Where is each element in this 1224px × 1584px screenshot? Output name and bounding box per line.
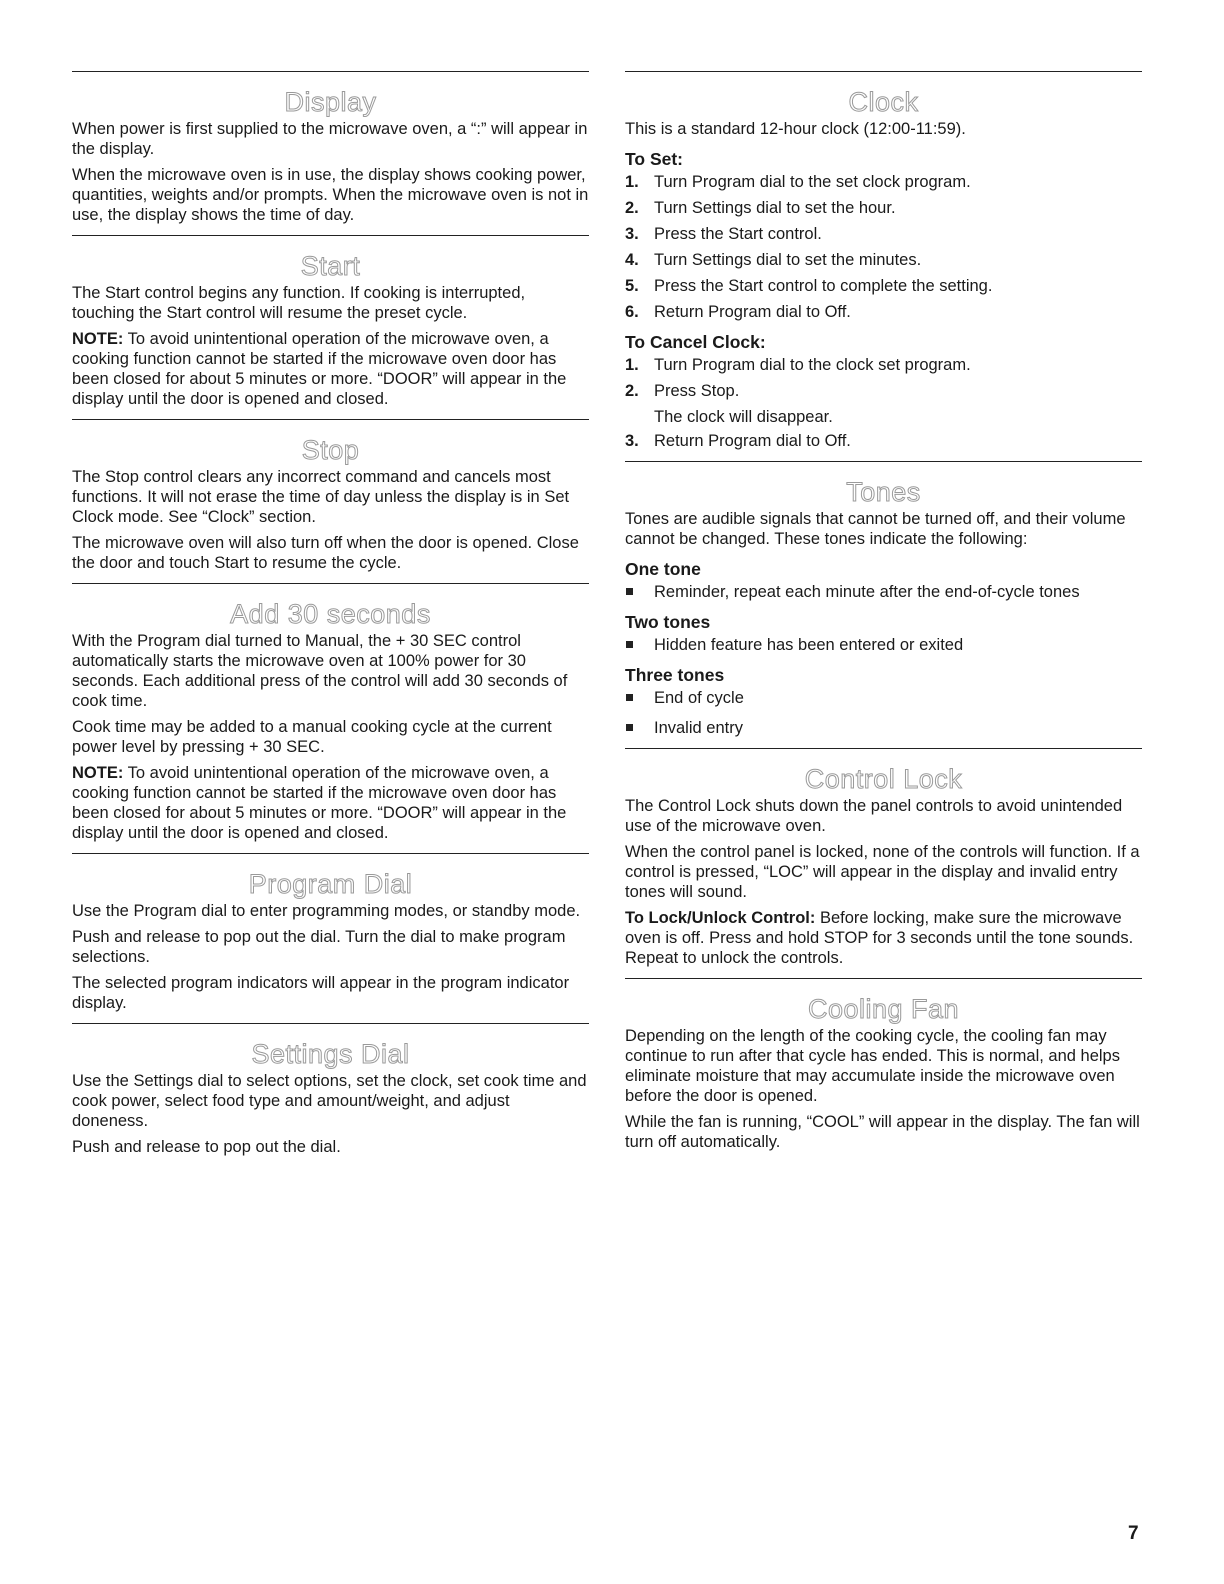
step-text: Turn Program dial to the clock set program. — [654, 356, 971, 374]
left-column — [72, 71, 589, 1163]
section-title: Tones — [846, 477, 921, 507]
paragraph: Tones are audible signals that cannot be turned off, and their volume cannot be changed. These tones indicate the following: — [625, 510, 1126, 548]
step-text: Press Stop. — [654, 382, 740, 400]
list-item — [625, 635, 1142, 655]
step-number: 5. — [625, 277, 639, 295]
subheading-two-tones: Two tones — [625, 612, 711, 632]
right-column — [625, 71, 1142, 1158]
paragraph: This is a standard 12-hour clock (12:00-11:59). — [625, 120, 966, 138]
section-title: Stop — [301, 435, 360, 465]
note-label: NOTE: — [72, 330, 124, 348]
section-tones — [625, 461, 1142, 738]
note-paragraph — [72, 763, 589, 843]
step-text: Turn Program dial to the set clock program. — [654, 173, 971, 191]
section-title: Start — [300, 251, 361, 281]
one-tone-list — [625, 582, 1142, 602]
paragraph: With the Program dial turned to Manual, the + 30 SEC control automatically starts the microwave oven at 100% power for 30 seconds. Each additional press of the control will add 30 seconds of cook time. — [72, 632, 568, 710]
step-note: The clock will disappear. — [654, 408, 833, 426]
list-item — [625, 688, 1142, 708]
paragraph: The selected program indicators will appear in the program indicator display. — [72, 974, 570, 1012]
step-item — [625, 172, 1142, 192]
list-item — [625, 718, 1142, 738]
paragraph: The Control Lock shuts down the panel controls to avoid unintended use of the microwave oven. — [625, 797, 1123, 835]
step-item — [625, 381, 1142, 401]
subheading-one-tone: One tone — [625, 559, 701, 579]
section-clock — [625, 71, 1142, 451]
note-text: To avoid unintentional operation of the microwave oven, a cooking function cannot be started if the microwave oven door has been closed for about 5 minutes or more. “DOOR” will appear in the display until the door is opened and closed. — [72, 330, 567, 408]
section-title: Control Lock — [804, 764, 963, 794]
step-text: Press the Start control to complete the setting. — [654, 277, 993, 295]
note-text: To avoid unintentional operation of the microwave oven, a cooking function cannot be started if the microwave oven door has been closed for about 5 minutes or more. “DOOR” will appear in the display until the door is opened and closed. — [72, 764, 567, 842]
subheading-three-tones: Three tones — [625, 665, 725, 685]
list-item-text: Invalid entry — [654, 719, 743, 737]
section-program-dial — [72, 853, 589, 1013]
paragraph: The microwave oven will also turn off when the door is opened. Close the door and touch Start to resume the cycle. — [72, 534, 579, 572]
section-title: Cooling Fan — [807, 994, 960, 1024]
subheading-to-set: To Set: — [625, 149, 684, 169]
two-tones-list — [625, 635, 1142, 655]
step-text: Return Program dial to Off. — [654, 432, 851, 450]
list-item-text: Reminder, repeat each minute after the end-of-cycle tones — [654, 583, 1080, 601]
paragraph: When the control panel is locked, none of the controls will function. If a control is pressed, “LOC” will appear in the display and invalid entry tones will sound. — [625, 843, 1140, 901]
paragraph: Depending on the length of the cooking cycle, the cooling fan may continue to run after that cycle has ended. This is normal, and helps eliminate moisture that may accumulate inside the microwave oven before the door is opened. — [625, 1027, 1120, 1105]
step-item — [625, 276, 1142, 296]
page-number: 7 — [1128, 1523, 1139, 1544]
lock-text: Before locking, make sure the microwave oven is off. Press and hold STOP for 3 seconds until the tone sounds. Repeat to unlock the controls. — [625, 909, 1134, 967]
bullet-square-icon — [626, 641, 633, 648]
step-number: 4. — [625, 251, 639, 269]
step-number: 6. — [625, 303, 639, 321]
step-item — [625, 250, 1142, 270]
note-label: NOTE: — [72, 764, 124, 782]
step-number: 2. — [625, 199, 639, 217]
paragraph: While the fan is running, “COOL” will appear in the display. The fan will turn off automatically. — [625, 1113, 1140, 1151]
lock-label: To Lock/Unlock Control: — [625, 909, 816, 927]
section-title: Clock — [848, 87, 919, 117]
cancel-steps — [625, 355, 1142, 401]
step-text: Turn Settings dial to set the hour. — [654, 199, 896, 217]
subheading-to-cancel-clock: To Cancel Clock: — [625, 332, 766, 352]
step-text: Turn Settings dial to set the minutes. — [654, 251, 922, 269]
paragraph: Cook time may be added to a manual cooking cycle at the current power level by pressing + 30 SEC. — [72, 718, 552, 756]
paragraph: When the microwave oven is in use, the display shows cooking power, quantities, weights and/or prompts. When the microwave oven is not in use, the display shows the time of day. — [72, 166, 589, 224]
bullet-square-icon — [626, 588, 633, 595]
step-text: Return Program dial to Off. — [654, 303, 851, 321]
step-text: Press the Start control. — [654, 225, 822, 243]
section-stop — [72, 419, 589, 573]
three-tones-list — [625, 688, 1142, 738]
paragraph: When power is first supplied to the microwave oven, a “:” will appear in the display. — [72, 120, 588, 158]
paragraph: The Stop control clears any incorrect command and cancels most functions. It will not erase the time of day unless the display is in Set Clock mode. See “Clock” section. — [72, 468, 570, 526]
lock-paragraph — [625, 908, 1142, 968]
step-item — [625, 431, 1142, 451]
list-item-text: End of cycle — [654, 689, 744, 707]
list-item — [625, 582, 1142, 602]
section-start — [72, 235, 589, 409]
step-item — [625, 355, 1142, 375]
to-set-steps — [625, 172, 1142, 322]
step-number: 1. — [625, 356, 639, 374]
step-number: 1. — [625, 173, 639, 191]
step-number: 3. — [625, 432, 639, 450]
section-title: Program Dial — [248, 869, 413, 899]
section-settings-dial — [72, 1023, 589, 1157]
bullet-square-icon — [626, 724, 633, 731]
section-title: Display — [284, 87, 377, 117]
paragraph: The Start control begins any function. If cooking is interrupted, touching the Start control will resume the preset cycle. — [72, 284, 526, 322]
step-item — [625, 302, 1142, 322]
section-add-30-seconds — [72, 583, 589, 843]
section-title: Add 30 seconds — [230, 599, 431, 629]
paragraph: Push and release to pop out the dial. Turn the dial to make program selections. — [72, 928, 566, 966]
step-number: 2. — [625, 382, 639, 400]
cancel-steps-continued — [625, 431, 1142, 451]
note-paragraph — [72, 329, 589, 409]
section-title: Settings Dial — [251, 1039, 410, 1069]
list-item-text: Hidden feature has been entered or exited — [654, 636, 964, 654]
paragraph: Use the Program dial to enter programming modes, or standby mode. — [72, 902, 581, 920]
step-item — [625, 198, 1142, 218]
section-control-lock — [625, 748, 1142, 968]
section-cooling-fan — [625, 978, 1142, 1152]
step-number: 3. — [625, 225, 639, 243]
paragraph: Use the Settings dial to select options, set the clock, set cook time and cook power, select food type and amount/weight, and adjust doneness. — [72, 1072, 587, 1130]
bullet-square-icon — [626, 694, 633, 701]
section-display — [72, 71, 589, 225]
paragraph: Push and release to pop out the dial. — [72, 1138, 341, 1156]
step-item — [625, 224, 1142, 244]
